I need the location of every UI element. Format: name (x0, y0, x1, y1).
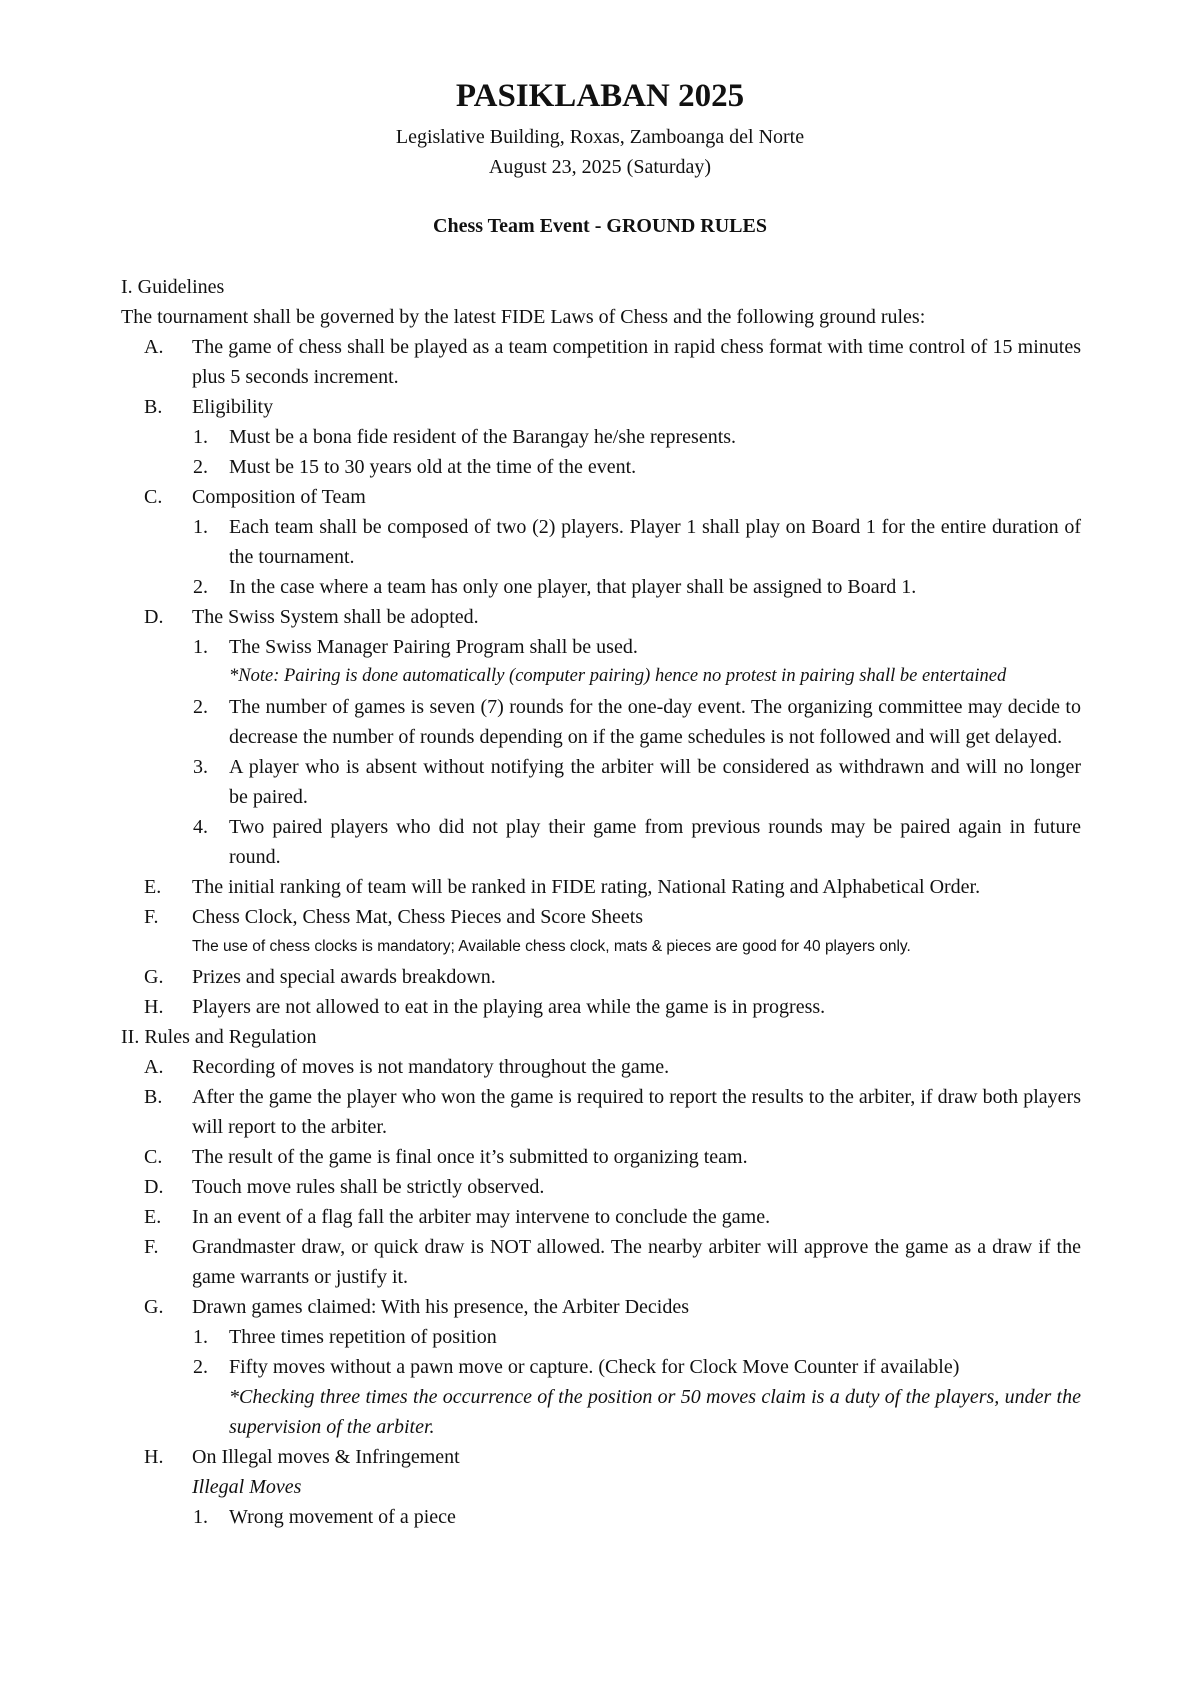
item-text: Grandmaster draw, or quick draw is NOT allowed. The nearby arbiter will approve the game as a draw if the game warrants or justify it. (192, 1236, 1081, 1288)
item-marker: G. (144, 966, 164, 988)
sub-text: The number of games is seven (7) rounds for the one-day event. The organizing committee may decide to decrease the number of rounds depending on if the game schedules is not followed and will get delayed. (229, 696, 1081, 748)
sub-marker: 3. (193, 756, 208, 778)
rules-body (121, 272, 1081, 1532)
item-text: Drawn games claimed: With his presence, the Arbiter Decides (192, 1296, 689, 1318)
sub-text: In the case where a team has only one player, that player shall be assigned to Board 1. (229, 576, 917, 598)
doc-title: PASIKLABAN 2025 (455, 78, 745, 114)
item-marker: A. (144, 336, 164, 358)
sub-text: Must be 15 to 30 years old at the time of the event. (229, 456, 637, 478)
item-text: Composition of Team (192, 486, 366, 508)
illegal-moves-subheading: Illegal Moves (192, 1476, 302, 1498)
rule-item (121, 602, 1081, 632)
sub-item (121, 812, 1081, 872)
clock-note: The use of chess clocks is mandatory; Available chess clock, mats & pieces are good for 40 players only. (192, 938, 911, 955)
rule-item (121, 1052, 1081, 1082)
sub-marker: 2. (193, 696, 208, 718)
item-marker: H. (144, 1446, 164, 1468)
item-marker: E. (144, 876, 162, 898)
rule-item (121, 1082, 1081, 1142)
rule-item (121, 962, 1081, 992)
rule-item (121, 392, 1081, 422)
sub-marker: 2. (193, 1356, 208, 1378)
sub-item (121, 1502, 1081, 1532)
sub-text: Must be a bona fide resident of the Barangay he/she represents. (229, 426, 737, 448)
item-marker: D. (144, 606, 164, 628)
pairing-note: *Note: Pairing is done automatically (computer pairing) hence no protest in pairing shall be entertained (229, 666, 1007, 686)
item-text: Players are not allowed to eat in the playing area while the game is in progress. (192, 996, 826, 1018)
item-marker: F. (144, 1236, 159, 1258)
rule-item (121, 1142, 1081, 1172)
item-marker: A. (144, 1056, 164, 1078)
item-marker: H. (144, 996, 164, 1018)
sub-text: Wrong movement of a piece (229, 1506, 456, 1528)
sub-marker: 2. (193, 576, 208, 598)
sub-marker: 1. (193, 1506, 208, 1528)
item-text: Touch move rules shall be strictly observed. (192, 1176, 545, 1198)
date-line: August 23, 2025 (Saturday) (488, 156, 712, 178)
rule-item (121, 1202, 1081, 1232)
sub-item (121, 452, 1081, 482)
sub-item (121, 692, 1081, 752)
item-text: Chess Clock, Chess Mat, Chess Pieces and Score Sheets (192, 906, 644, 928)
item-marker: B. (144, 1086, 163, 1108)
sub-item (121, 572, 1081, 602)
sub-item (121, 752, 1081, 812)
sub-marker: 4. (193, 816, 208, 838)
item-text: In an event of a flag fall the arbiter may intervene to conclude the game. (192, 1206, 771, 1228)
section-intro: The tournament shall be governed by the latest FIDE Laws of Chess and the following ground rules: (121, 306, 926, 328)
sub-text: Two paired players who did not play their game from previous rounds may be paired again in future round. (229, 816, 1081, 868)
sub-text: A player who is absent without notifying the arbiter will be considered as withdrawn and will no longer be paired. (229, 756, 1081, 808)
item-text: The game of chess shall be played as a team competition in rapid chess format with time control of 15 minutes plus 5 seconds increment. (192, 336, 1081, 388)
sub-text: Three times repetition of position (229, 1326, 497, 1348)
sub-text: Fifty moves without a pawn move or capture. (Check for Clock Move Counter if available) (229, 1356, 960, 1378)
item-marker: G. (144, 1296, 164, 1318)
section-heading: I. Guidelines (121, 276, 225, 298)
rule-item (121, 992, 1081, 1022)
sub-item (121, 1322, 1081, 1352)
item-marker: F. (144, 906, 159, 928)
sub-marker: 1. (193, 1326, 208, 1348)
rule-item (121, 1232, 1081, 1292)
rule-item (121, 902, 1081, 932)
claim-note: *Checking three times the occurrence of the position or 50 moves claim is a duty of the players, under the supervision of the arbiter. (229, 1386, 1081, 1438)
rule-item (121, 1172, 1081, 1202)
sub-item (121, 512, 1081, 572)
sub-item (121, 1352, 1081, 1382)
sub-marker: 1. (193, 426, 208, 448)
rule-item (121, 332, 1081, 392)
sub-item (121, 422, 1081, 452)
rule-item (121, 1442, 1081, 1472)
item-marker: E. (144, 1206, 162, 1228)
item-text: After the game the player who won the game is required to report the results to the arbiter, if draw both players will report to the arbiter. (192, 1086, 1081, 1138)
item-text: Eligibility (192, 396, 274, 418)
item-text: Recording of moves is not mandatory throughout the game. (192, 1056, 670, 1078)
sub-marker: 1. (193, 516, 208, 538)
rule-item (121, 1292, 1081, 1322)
item-text: The result of the game is final once it’s submitted to organizing team. (192, 1146, 748, 1168)
item-marker: D. (144, 1176, 164, 1198)
rule-item (121, 482, 1081, 512)
item-marker: C. (144, 486, 163, 508)
sub-item (121, 632, 1081, 662)
sub-marker: 2. (193, 456, 208, 478)
sub-text: Each team shall be composed of two (2) players. Player 1 shall play on Board 1 for the entire duration of the tournament. (229, 516, 1081, 568)
event-heading: Chess Team Event - GROUND RULES (433, 215, 767, 237)
rule-item (121, 872, 1081, 902)
venue-line: Legislative Building, Roxas, Zamboanga del Norte (395, 126, 805, 148)
item-marker: C. (144, 1146, 163, 1168)
item-text: Prizes and special awards breakdown. (192, 966, 496, 988)
item-text: The Swiss System shall be adopted. (192, 606, 479, 628)
sub-marker: 1. (193, 636, 208, 658)
item-marker: B. (144, 396, 163, 418)
item-text: The initial ranking of team will be ranked in FIDE rating, National Rating and Alphabetical Order. (192, 876, 981, 898)
section-heading: II. Rules and Regulation (121, 1026, 317, 1048)
sub-text: The Swiss Manager Pairing Program shall be used. (229, 636, 638, 658)
item-text: On Illegal moves & Infringement (192, 1446, 460, 1468)
